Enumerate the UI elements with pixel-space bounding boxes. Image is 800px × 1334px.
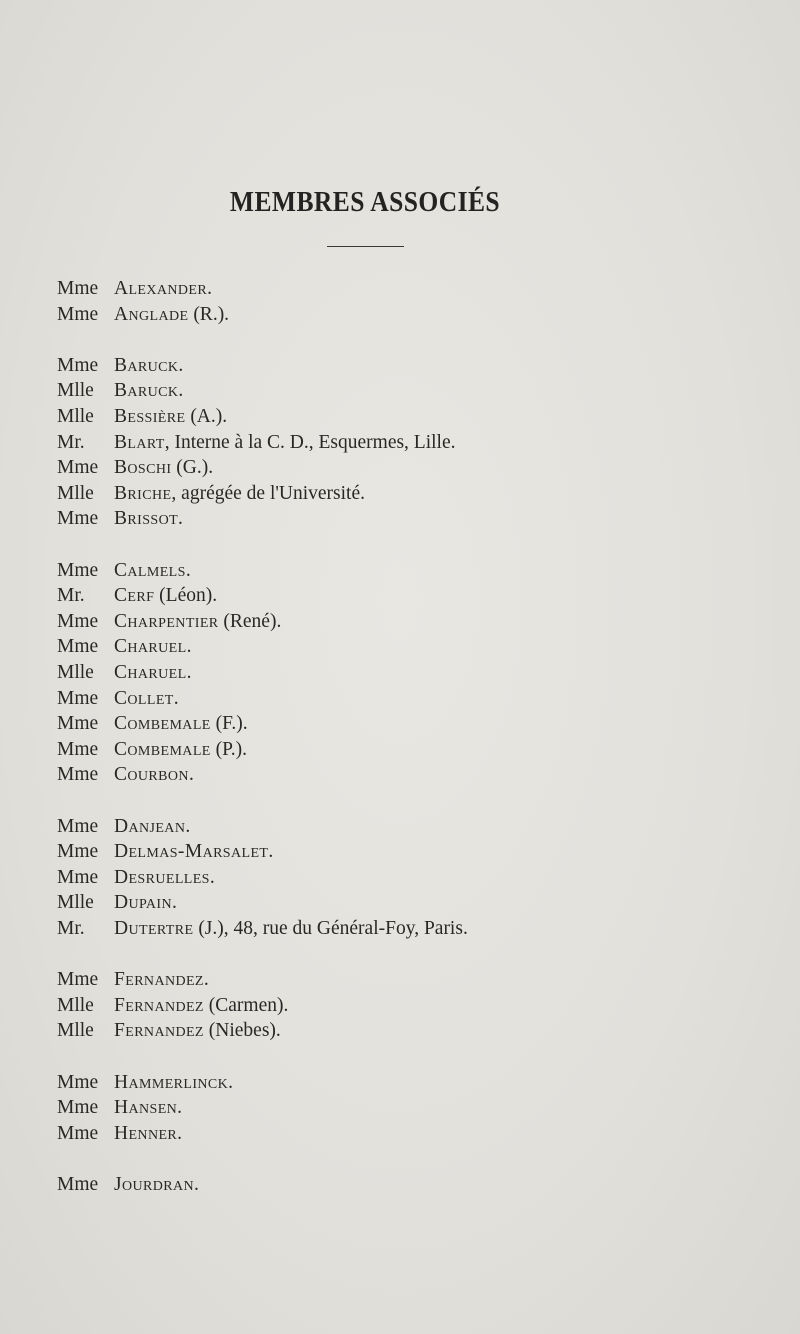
member-surname: Bessière: [114, 406, 186, 427]
member-details: .: [173, 687, 179, 709]
member-surname: Hammerlinck: [114, 1071, 229, 1093]
member-title: Mme: [57, 508, 99, 530]
member-details: (F.).: [210, 713, 248, 735]
member-details: .: [185, 559, 191, 581]
member-details: .: [209, 866, 215, 888]
member-details: (Niebes).: [203, 1020, 281, 1042]
member-title: Mme: [57, 815, 99, 837]
member-surname: Charuel: [114, 636, 187, 658]
member-surname: Delmas-Marsalet: [114, 841, 269, 863]
member-entry: [57, 609, 281, 635]
member-surname: Collet: [114, 687, 174, 709]
member-title: Mme: [57, 636, 99, 658]
member-surname: Fernandez: [114, 994, 204, 1016]
member-details: .: [186, 636, 192, 658]
member-title: Mme: [57, 738, 99, 760]
member-entry: [57, 737, 247, 763]
member-title: Mlle: [57, 662, 94, 683]
member-entry: [57, 993, 288, 1019]
member-surname: Briche: [114, 482, 172, 504]
member-entry: [57, 353, 183, 379]
member-entry: [57, 1121, 182, 1147]
member-entry: [57, 890, 177, 916]
member-details: .: [186, 662, 192, 683]
member-details: (P.).: [210, 738, 248, 760]
member-entry: [57, 967, 209, 993]
member-details: (R.).: [188, 303, 230, 325]
member-details: (G.).: [171, 457, 214, 479]
member-title: Mlle: [57, 1020, 94, 1042]
member-title: Mme: [57, 687, 99, 709]
member-title: Mlle: [57, 994, 94, 1016]
member-details: .: [177, 1122, 183, 1144]
member-entry: [57, 1095, 182, 1121]
member-surname: Boschi: [114, 457, 172, 479]
member-surname: Blart: [114, 431, 165, 453]
member-surname: Desruelles: [114, 866, 210, 888]
member-details: .: [185, 815, 191, 837]
member-details: .: [178, 380, 184, 402]
member-surname: Brissot: [114, 508, 179, 530]
member-entry: [57, 1070, 233, 1096]
member-entry: [57, 660, 191, 686]
member-surname: Danjean: [114, 815, 186, 837]
member-entry: [57, 481, 365, 507]
member-title: Mlle: [57, 406, 94, 427]
member-title: Mme: [57, 764, 99, 786]
member-entry: [57, 1172, 199, 1198]
member-title: Mr.: [57, 585, 85, 607]
member-title: Mme: [57, 278, 99, 299]
member-surname: Combemale: [114, 738, 211, 760]
title-divider: [327, 246, 404, 247]
member-surname: Cerf: [114, 585, 155, 607]
member-entry: [57, 506, 183, 532]
member-entry: [57, 302, 229, 328]
member-surname: Combemale: [114, 713, 211, 735]
member-details: .: [203, 969, 209, 991]
member-entry: [57, 583, 217, 609]
member-details: (Carmen).: [203, 994, 289, 1016]
member-surname: Fernandez: [114, 969, 204, 991]
member-surname: Courbon: [114, 764, 189, 786]
member-title: Mme: [57, 1174, 99, 1195]
member-surname: Jourdran: [114, 1174, 195, 1195]
member-title: Mme: [57, 610, 99, 632]
member-details: .: [207, 278, 212, 299]
member-details: .: [171, 892, 177, 914]
member-entry: [57, 839, 273, 865]
member-surname: Dutertre: [114, 918, 194, 939]
member-surname: Calmels: [114, 559, 186, 581]
member-details: (A.).: [185, 406, 228, 427]
member-details: .: [178, 354, 184, 376]
member-entry: [57, 558, 191, 584]
member-title: Mr.: [57, 431, 85, 453]
member-title: Mme: [57, 969, 99, 991]
member-details: .: [178, 508, 183, 530]
member-surname: Dupain: [114, 892, 172, 914]
member-title: Mme: [57, 1097, 99, 1119]
member-entry: [57, 865, 215, 891]
member-title: Mme: [57, 841, 99, 863]
member-surname: Alexander: [114, 278, 208, 299]
member-details: , Interne à la C. D., Esquermes, Lille.: [164, 431, 456, 453]
member-entry: [57, 686, 179, 712]
member-title: Mr.: [57, 918, 85, 939]
member-entry: [57, 916, 468, 942]
member-entry: [57, 378, 183, 404]
member-entry: [57, 1018, 281, 1044]
member-surname: Charuel: [114, 662, 187, 683]
member-surname: Charpentier: [114, 610, 219, 632]
member-entry: [57, 276, 212, 302]
member-title: Mme: [57, 1122, 99, 1144]
member-entry: [57, 455, 213, 481]
member-title: Mme: [57, 303, 99, 325]
member-details: , agrégée de l'Université.: [171, 482, 365, 504]
member-title: Mme: [57, 713, 99, 735]
member-title: Mme: [57, 354, 99, 376]
member-surname: Fernandez: [114, 1020, 204, 1042]
member-surname: Henner: [114, 1122, 178, 1144]
page-title: MEMBRES ASSOCIÉS: [229, 186, 501, 218]
member-entry: [57, 814, 190, 840]
member-entry: [57, 711, 248, 737]
member-surname: Baruck: [114, 354, 179, 376]
member-entry: [57, 430, 456, 456]
member-title: Mme: [57, 1071, 99, 1093]
member-surname: Anglade: [114, 303, 189, 325]
member-details: .: [177, 1097, 183, 1119]
member-title: Mme: [57, 457, 99, 479]
member-details: (Léon).: [154, 585, 218, 607]
member-surname: Hansen: [114, 1097, 178, 1119]
member-details: .: [268, 841, 274, 863]
member-title: Mme: [57, 559, 99, 581]
member-details: (René).: [218, 610, 282, 632]
member-details: .: [188, 764, 194, 786]
member-surname: Baruck: [114, 380, 179, 402]
member-entry: [57, 634, 191, 660]
member-details: .: [194, 1174, 199, 1195]
member-title: Mlle: [57, 892, 94, 914]
member-title: Mme: [57, 866, 99, 888]
member-title: Mlle: [57, 380, 94, 402]
member-details: (J.), 48, rue du Général-Foy, Paris.: [193, 918, 468, 939]
member-details: .: [228, 1071, 234, 1093]
member-entry: [57, 762, 194, 788]
member-title: Mlle: [57, 482, 94, 504]
member-entry: [57, 404, 227, 430]
